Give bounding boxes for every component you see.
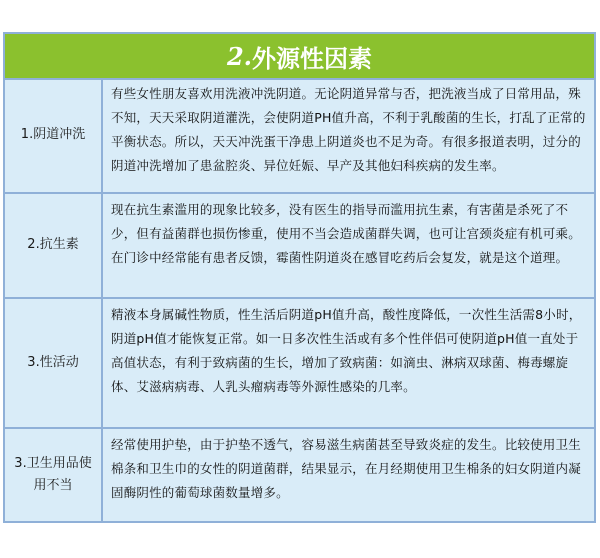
row-text: 有些女性朋友喜欢用洗液冲洗阴道。无论阴道异常与否，把洗液当成了日常用品，殊不知，天天采取阴道灌洗，会使阴道PH值升高，不利于乳酸菌的生长，打乱了正常的平衡状态。所以，天天冲洗蛋干净患上阴道炎也不足为奇。有很多报道表明，过分的阴道冲洗增加了患盆腔炎、异位妊娠、早产及其他妇科疾病的发生率。 <box>111 86 586 173</box>
table-row <box>5 429 594 521</box>
row-label: 2.抗生素 <box>5 194 103 297</box>
factors-table <box>3 32 596 523</box>
table-row <box>5 194 594 299</box>
row-label: 3.性活动 <box>5 299 103 427</box>
header-title: 外源性因素 <box>252 44 373 73</box>
row-text: 现在抗生素滥用的现象比较多，没有医生的指导而滥用抗生素，有害菌是杀死了不少，但有益菌群也损伤惨重，使用不当会造成菌群失调，也可让宫颈炎症有机可乘。在门诊中经常能有患者反馈，霉菌性阴道炎在感冒吃药后会复发，就是这个道理。 <box>111 202 581 265</box>
row-text: 精液本身属碱性物质，性生活后阴道pH值升高，酸性度降低，一次性生活需8小时，阴道pH值才能恢复正常。如一日多次性生活或有多个性伴侣可使阴道pH值一直处于高值状态，有利于致病菌的生长，增加了致病菌：如滴虫、淋病双球菌、梅毒螺旋体、艾滋病病毒、人乳头瘤病毒等外源性感染的几率。 <box>111 307 582 394</box>
row-label: 3.卫生用品使用不当 <box>5 429 103 521</box>
table-header <box>5 34 594 80</box>
table-row <box>5 299 594 429</box>
table-row <box>5 78 594 194</box>
row-text: 经常使用护垫，由于护垫不透气，容易滋生病菌甚至导致炎症的发生。比较使用卫生棉条和卫生巾的女性的阴道菌群，结果显示，在月经期使用卫生棉条的妇女阴道内凝固酶阴性的葡萄球菌数量增多。 <box>111 437 581 500</box>
row-label: 1.阴道冲洗 <box>5 78 103 192</box>
header-number: 2. <box>226 41 253 71</box>
